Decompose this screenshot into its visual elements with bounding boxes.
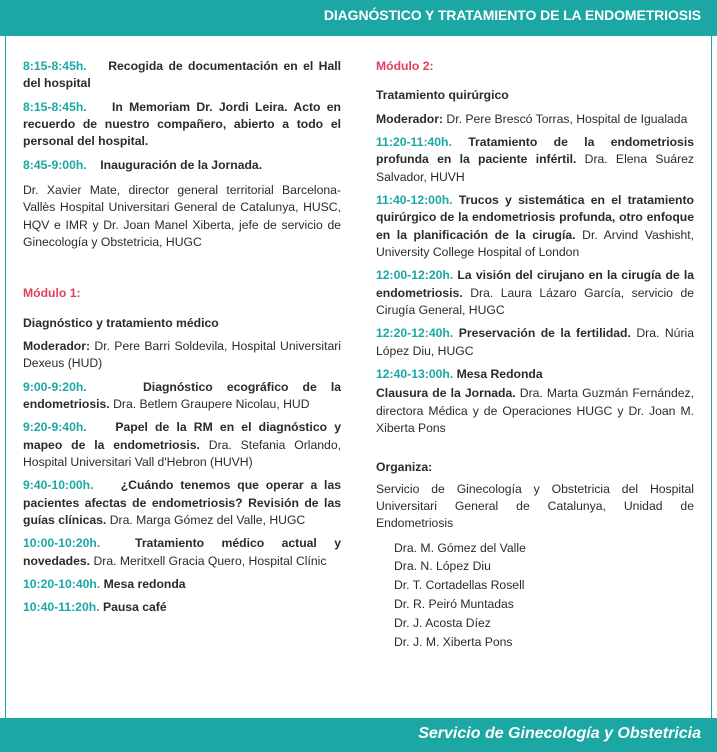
session-entry: [23, 477, 341, 529]
organizer-title: Organiza:: [376, 460, 433, 475]
session-entry: [376, 325, 694, 360]
closing-title: Clausura de la Jornada.: [376, 386, 516, 401]
session-title: Tratamiento médico actual y novedades.: [23, 536, 341, 568]
entry-time: 8:45-9:00h.: [23, 157, 87, 172]
session-entry: [23, 576, 341, 593]
session-title: Preservación de la fertilidad.: [458, 326, 631, 341]
entry-title: Recogida de documentación en el Hall del hospital: [23, 59, 342, 91]
entry-time: 8:15-8:45h.: [23, 99, 87, 114]
session-entry: [376, 267, 694, 319]
session-speaker: Dra. Laura Lázaro García, servicio de Cirugía General, HUGC: [376, 285, 695, 317]
program-entry: [23, 99, 341, 151]
member-name: Dr. J. Acosta Díez: [394, 616, 491, 631]
session-time: 10:40-11:20h.: [23, 600, 100, 615]
session-speaker: Dr. Arvind Vashisht, University College Hospital of London: [376, 227, 695, 259]
session-time: 11:40-12:00h.: [376, 192, 453, 207]
session-entry: [376, 192, 694, 261]
entry-title: In Memoriam Dr. Jordi Leira. Acto en recuerdo de nuestro compañero, abierto a todo el personal del hospital.: [23, 99, 342, 149]
member-name: Dr. J. M. Xiberta Pons: [394, 635, 513, 650]
session-speaker: Dra. Núria López Diu, HUGC: [376, 326, 694, 358]
moderator-label: Moderador:: [376, 111, 444, 126]
module-2-subtitle: Tratamiento quirúrgico: [376, 88, 509, 103]
module-1-subtitle: Diagnóstico y tratamiento médico: [23, 315, 219, 330]
footer-bar: [0, 718, 717, 752]
organizer-members: [376, 539, 694, 652]
organizer-text: Servicio de Ginecología y Obstetricia del Hospital Universitari General de Catalunya, Unidad de Endometriosis: [376, 481, 694, 531]
member-name: Dr. T. Cortadellas Rosell: [394, 578, 525, 593]
session-time: 11:20-11:40h.: [376, 134, 452, 149]
session-speaker: Dra. Meritxell Gracia Quero, Hospital Clínic: [93, 553, 327, 568]
session-title: Diagnóstico ecográfico de la endometriosis.: [23, 379, 341, 411]
session-time: 10:00-10:20h.: [23, 536, 101, 551]
member-name: Dra. N. López Diu: [394, 559, 491, 574]
session-entry: [23, 535, 341, 570]
session-entry: [376, 366, 694, 383]
member-name: Dra. M. Gómez del Valle: [394, 540, 526, 555]
session-time: 9:20-9:40h.: [23, 420, 87, 435]
session-title: ¿Cuándo tenemos que operar a las pacientes afectas de endometriosis? Revisión de las guías clínicas.: [23, 478, 342, 527]
closing-entry: [376, 385, 694, 437]
session-title: Tratamiento de la endometriosis profunda en la paciente infértil.: [376, 134, 694, 167]
session-title: Trucos y sistemática en el tratamiento quirúrgico de la endometriosis profunda, otro enfoque en la planificación de la cirugía.: [376, 192, 694, 242]
session-speaker: Dra. Stefania Orlando, Hospital Universitari Vall d'Hebron (HUVH): [23, 437, 342, 469]
module-2-label: Módulo 2:: [376, 59, 434, 73]
footer-text: Servicio de Ginecología y Obstetricia: [418, 725, 701, 742]
session-time: 9:40-10:00h.: [23, 478, 94, 493]
closing-speakers: Dra. Marta Guzmán Fernández, directora Médica y de Operaciones HUGC y Dr. Joan M. Xiberta Pons: [376, 386, 694, 435]
session-title: Mesa redonda: [103, 576, 186, 591]
entry-title: Inauguración de la Jornada.: [100, 157, 263, 172]
right-column: [376, 58, 694, 652]
session-speaker: Dra. Elena Suárez Salvador, HUVH: [376, 152, 694, 184]
module-1-label: Módulo 1:: [23, 286, 81, 301]
session-speaker: Dra. Marga Gómez del Valle, HUGC: [109, 512, 306, 527]
session-entry: [23, 599, 341, 616]
module-1-moderator: [23, 338, 341, 373]
session-title: Pausa café: [102, 600, 167, 615]
moderator-name: Dr. Pere Barri Soldevila, Hospital Universitari Dexeus (HUD): [23, 338, 341, 371]
session-time: 9:00-9:20h.: [23, 379, 87, 394]
moderator-name: Dr. Pere Brescó Torras, Hospital de Igualada: [446, 111, 688, 126]
session-entry: [376, 134, 694, 186]
program-entry: [23, 157, 341, 174]
session-entry: [23, 419, 341, 471]
session-title: Papel de la RM en el diagnóstico y mapeo de la endometriosis.: [23, 420, 341, 452]
moderator-label: Moderador:: [23, 338, 91, 353]
member-name: Dr. R. Peiró Muntadas: [394, 597, 514, 612]
program-entry: [23, 58, 341, 93]
entry-time: 8:15-8:45h.: [23, 59, 87, 73]
session-time: 12:40-13:00h.: [376, 366, 454, 381]
session-title: Mesa Redonda: [456, 366, 543, 381]
session-entry: [23, 379, 341, 414]
session-time: 12:20-12:40h.: [376, 326, 454, 341]
session-speaker: Dra. Betlem Graupere Nicolau, HUD: [113, 396, 310, 411]
inauguration-speakers: Dr. Xavier Mate, director general territorial Barcelona-Vallès Hospital Universitari General de Catalunya, HUSC, HQV e IMR y Dr. Joan Manel Xiberta, jefe de servicio de Ginecología y Obstetricia, HUGC: [23, 182, 341, 249]
header-bar: [0, 0, 717, 36]
session-time: 12:00-12:20h.: [376, 268, 454, 283]
left-column: [23, 58, 341, 623]
session-time: 10:20-10:40h.: [23, 576, 101, 591]
page-title: DIAGNÓSTICO Y TRATAMIENTO DE LA ENDOMETRIOSIS: [323, 7, 701, 23]
session-title: La visión del cirujano en la cirugía de la endometriosis.: [376, 268, 695, 300]
module-2-moderator: [376, 111, 694, 128]
